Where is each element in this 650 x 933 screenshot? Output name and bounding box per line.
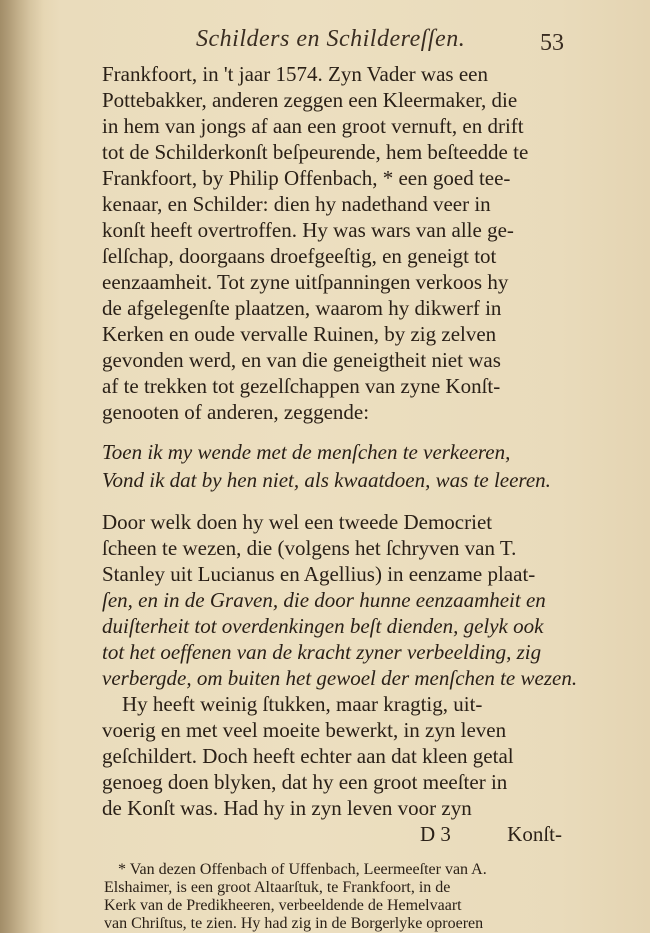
text-line: tot de Schilderkonſt beſpeurende, hem beſteedde te (102, 140, 529, 164)
text-line: eenzaamheit. Tot zyne uitſpanningen verkoos hy (102, 270, 509, 294)
text-line: Hy heeft weinig ſtukken, maar kragtig, uit- (122, 692, 483, 716)
text-line: Door welk doen hy wel een tweede Democriet (102, 510, 493, 534)
text-line: ſcheen te wezen, die (volgens het ſchryven van T. (102, 536, 517, 560)
text-line: ſen, en in de Graven, die door hunne eenzaamheit en (102, 588, 546, 612)
text-line: tot het oeffenen van de kracht zyner verbeelding, zig (102, 640, 542, 664)
text-line: geſchildert. Doch heeft echter aan dat kleen getal (102, 744, 514, 768)
page-number: 53 (540, 30, 564, 56)
text-line: Frankfoort, by Philip Offenbach, * een goed tee- (102, 166, 511, 190)
text-line: in hem van jongs af aan een groot vernuft, en drift (102, 114, 524, 138)
text-line: genoeg doen blyken, dat hy een groot meeſter in (102, 770, 508, 794)
catchword: Konſt- (507, 822, 562, 846)
text-line: Pottebakker, anderen zeggen een Kleermaker, die (102, 88, 518, 112)
text-line: de Konſt was. Had hy in zyn leven voor zyn (102, 796, 472, 820)
footnote-line: Kerk van de Predikheeren, verbeeldende de Hemelvaart (104, 897, 462, 914)
text-line: konſt heeft overtroffen. Hy was wars van alle ge- (102, 218, 514, 242)
text-line: Frankfoort, in 't jaar 1574. Zyn Vader was een (102, 62, 488, 86)
footnote-line: * Van dezen Offenbach of Uffenbach, Leermeeſter van A. (118, 861, 487, 878)
signature-mark: D 3 (420, 822, 451, 846)
footnote-line: Elshaimer, is een groot Altaarſtuk, te Frankfoort, in de (104, 879, 451, 896)
verse-line: Toen ik my wende met de menſchen te verkeeren, (102, 440, 511, 464)
running-head: Schilders en Schildereſſen. (196, 26, 466, 52)
text-line: gevonden werd, en van die geneigtheit niet was (102, 348, 501, 372)
text-line: duiſterheit tot overdenkingen beſt dienden, gelyk ook (102, 614, 544, 638)
verse-line: Vond ik dat by hen niet, als kwaatdoen, was te leeren. (102, 468, 551, 492)
text-line: genooten of anderen, zeggende: (102, 400, 370, 424)
text-line: ſelſchap, doorgaans droefgeeſtig, en geneigt tot (102, 244, 497, 268)
text-line: af te trekken tot gezelſchappen van zyne Konſt- (102, 374, 501, 398)
text-line: Kerken en oude vervalle Ruinen, by zig zelven (102, 322, 497, 346)
text-line: verbergde, om buiten het gewoel der menſchen te wezen. (102, 666, 578, 690)
footnote-line: van Chriſtus, te zien. Hy had zig in de Borgerlyke oproeren (104, 915, 484, 932)
text-line: voerig en met veel moeite bewerkt, in zyn leven (102, 718, 507, 742)
text-line: kenaar, en Schilder: dien hy nadethand veer in (102, 192, 491, 216)
text-line: de afgelegenſte plaatzen, waarom hy dikwerf in (102, 296, 502, 320)
text-line: Stanley uit Lucianus en Agellius) in eenzame plaat- (102, 562, 536, 586)
